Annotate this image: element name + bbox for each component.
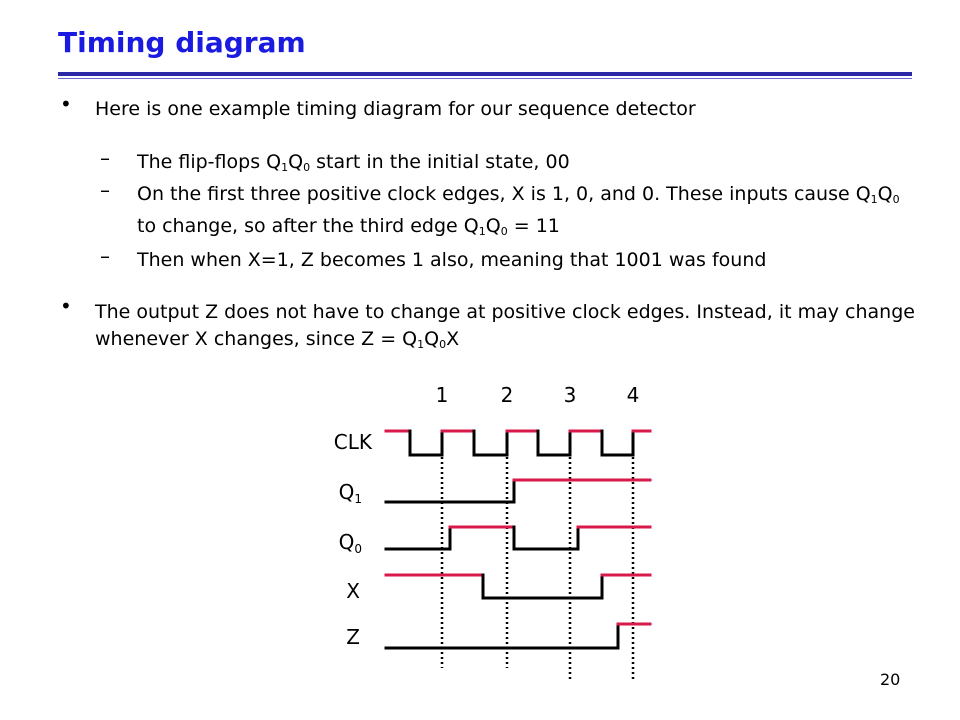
sub-bullet-3: Then when X=1, Z becomes 1 also, meaning that 1001 was found [137,249,767,271]
slide-title: Timing diagram [58,26,306,59]
signal-label-q0: $Q_0$ [338,530,362,556]
sub-bullet-dash: – [100,244,110,268]
edge-label-4: 4 [626,383,640,407]
edge-label-2: 2 [500,383,514,407]
bullet-1: Here is one example timing diagram for our sequence detector [95,98,696,120]
bullet-dot: • [60,92,72,116]
signal-label-x: X [346,579,360,603]
edge-label-1: 1 [435,383,449,407]
bullet-dot: • [60,294,72,318]
signal-label-z: Z [346,625,360,649]
sub-bullet-dash: – [100,178,110,202]
signal-label-clk: CLK [333,430,372,454]
sub-bullet-dash: – [100,146,110,170]
sub-bullet-2: On the first three positive clock edges, X is 1, 0, and 0. These inputs cause $Q_1Q_0$ to change, so after the third edge $Q_1Q_0 = 11$ [137,183,900,238]
page-number: 20 [880,670,901,689]
signal-label-q1: $Q_1$ [338,480,362,506]
edge-label-3: 3 [563,383,577,407]
sub-bullet-1: The flip-flops $Q_1Q_0$ start in the initial state, 00 [137,151,570,174]
bullet-2: The output Z does not have to change at positive clock edges. Instead, it may change whenever X changes, since $Z = Q_1Q_0X$ [95,301,915,351]
